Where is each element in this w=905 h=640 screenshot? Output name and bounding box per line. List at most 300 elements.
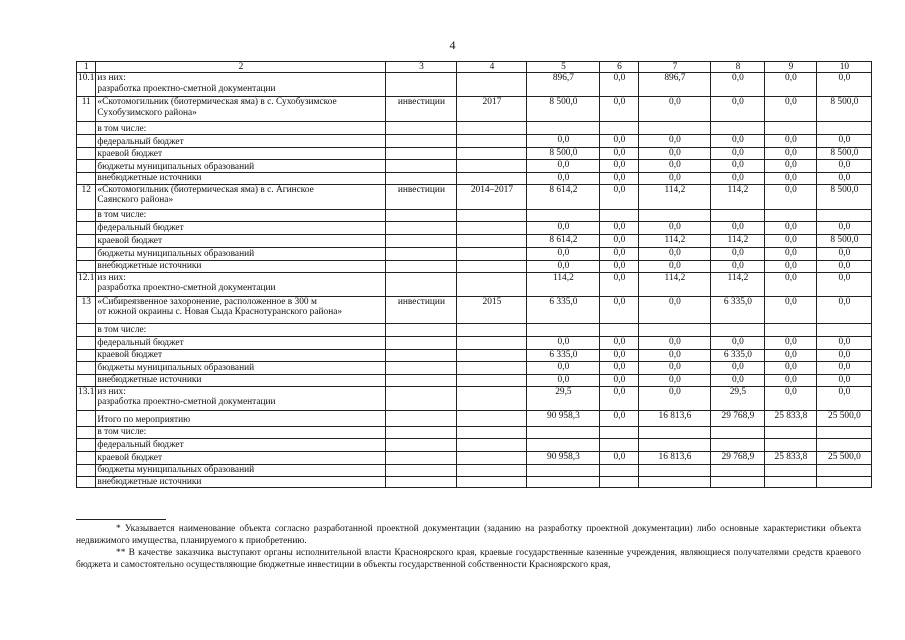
- value-cell: инвестиции: [386, 184, 457, 209]
- value-cell: инвестиции: [386, 296, 457, 323]
- header-cell: 10: [817, 62, 872, 73]
- table-row: [77, 135, 872, 148]
- table-row: [77, 234, 872, 247]
- value-cell: [600, 122, 639, 135]
- value-cell: 0,0: [600, 73, 639, 97]
- row-description: [96, 426, 386, 438]
- value-cell: [386, 476, 457, 487]
- value-cell: 0,0: [711, 73, 765, 97]
- value-cell: 25 500,0: [817, 451, 872, 464]
- value-cell: 0,0: [600, 451, 639, 464]
- table-row: [77, 361, 872, 374]
- value-cell: [817, 476, 872, 487]
- budget-table: [76, 61, 872, 488]
- value-cell: [386, 148, 457, 160]
- value-cell: [386, 173, 457, 184]
- value-cell: 8 500,0: [817, 184, 872, 209]
- value-cell: [386, 464, 457, 476]
- description-line: федеральный бюджет: [97, 223, 184, 234]
- value-cell: 114,2: [639, 184, 711, 209]
- row-description: [96, 451, 386, 464]
- table-row: [77, 451, 872, 464]
- row-number: 13: [77, 296, 96, 323]
- value-cell: 0,0: [765, 148, 817, 160]
- row-description: [96, 410, 386, 426]
- header-cell: 8: [711, 62, 765, 73]
- value-cell: 0,0: [817, 135, 872, 148]
- value-cell: [457, 323, 527, 336]
- value-cell: 0,0: [817, 221, 872, 234]
- value-cell: [711, 476, 765, 487]
- value-cell: 0,0: [527, 336, 600, 349]
- value-cell: [527, 323, 600, 336]
- value-cell: [817, 426, 872, 438]
- value-cell: [711, 122, 765, 135]
- value-cell: [639, 438, 711, 451]
- value-cell: 8 614,2: [527, 184, 600, 209]
- value-cell: 0,0: [711, 361, 765, 374]
- row-description: [96, 209, 386, 221]
- value-cell: [457, 426, 527, 438]
- footnotes: [76, 519, 861, 571]
- value-cell: 0,0: [600, 296, 639, 323]
- description-line: краевой бюджет: [97, 149, 163, 159]
- value-cell: 0,0: [639, 173, 711, 184]
- value-cell: 8 500,0: [527, 148, 600, 160]
- value-cell: 0,0: [600, 234, 639, 247]
- header-cell: 3: [386, 62, 457, 73]
- value-cell: 0,0: [817, 361, 872, 374]
- description-line: внебюджетные источники: [97, 375, 202, 386]
- value-cell: 0,0: [765, 221, 817, 234]
- row-description: [96, 73, 386, 97]
- value-cell: [457, 386, 527, 410]
- value-cell: 0,0: [527, 374, 600, 386]
- description-line: внебюджетные источники: [97, 261, 202, 272]
- value-cell: 2017: [457, 97, 527, 122]
- row-description: [96, 247, 386, 260]
- value-cell: 0,0: [817, 247, 872, 260]
- value-cell: 0,0: [639, 97, 711, 122]
- row-number: [77, 247, 96, 260]
- row-number: [77, 135, 96, 148]
- row-description: [96, 323, 386, 336]
- value-cell: 0,0: [527, 173, 600, 184]
- value-cell: [457, 476, 527, 487]
- value-cell: [639, 209, 711, 221]
- value-cell: 6 335,0: [711, 296, 765, 323]
- row-number: [77, 374, 96, 386]
- row-number: 13.1: [77, 386, 96, 410]
- row-number: [77, 209, 96, 221]
- value-cell: 0,0: [600, 135, 639, 148]
- row-description: [96, 148, 386, 160]
- value-cell: [457, 148, 527, 160]
- row-number: [77, 464, 96, 476]
- description-line: Итого по мероприятию: [97, 415, 191, 426]
- value-cell: 0,0: [817, 386, 872, 410]
- row-description: [96, 464, 386, 476]
- value-cell: 0,0: [817, 374, 872, 386]
- value-cell: [457, 209, 527, 221]
- value-cell: [527, 476, 600, 487]
- value-cell: 0,0: [600, 410, 639, 426]
- value-cell: [386, 438, 457, 451]
- row-number: [77, 361, 96, 374]
- value-cell: 0,0: [711, 160, 765, 173]
- value-cell: [711, 438, 765, 451]
- value-cell: 0,0: [765, 73, 817, 97]
- value-cell: 0,0: [765, 272, 817, 296]
- table-row: [77, 221, 872, 234]
- value-cell: 0,0: [765, 260, 817, 272]
- value-cell: 0,0: [639, 221, 711, 234]
- value-cell: 0,0: [639, 148, 711, 160]
- value-cell: [600, 323, 639, 336]
- row-number: [77, 323, 96, 336]
- value-cell: [386, 221, 457, 234]
- value-cell: [765, 209, 817, 221]
- value-cell: 16 813,6: [639, 410, 711, 426]
- value-cell: 0,0: [765, 361, 817, 374]
- value-cell: 0,0: [600, 349, 639, 361]
- value-cell: 0,0: [765, 336, 817, 349]
- value-cell: [457, 410, 527, 426]
- value-cell: [765, 464, 817, 476]
- value-cell: 114,2: [711, 272, 765, 296]
- value-cell: 6 335,0: [711, 349, 765, 361]
- value-cell: 8 500,0: [527, 97, 600, 122]
- description-line: «Скотомогильник (биотермическая яма) в с. Сухобузимское: [97, 97, 337, 108]
- value-cell: [817, 438, 872, 451]
- value-cell: 0,0: [765, 97, 817, 122]
- row-description: [96, 296, 386, 323]
- value-cell: 0,0: [600, 184, 639, 209]
- value-cell: 0,0: [600, 221, 639, 234]
- table-row: [77, 336, 872, 349]
- value-cell: 0,0: [765, 184, 817, 209]
- value-cell: 0,0: [765, 386, 817, 410]
- value-cell: 114,2: [711, 234, 765, 247]
- value-cell: 0,0: [527, 160, 600, 173]
- value-cell: [386, 386, 457, 410]
- description-line: федеральный бюджет: [97, 440, 184, 451]
- value-cell: 114,2: [711, 184, 765, 209]
- page-number: 4: [449, 38, 456, 52]
- description-line: Сухобузимского района»: [97, 107, 197, 118]
- value-cell: [817, 323, 872, 336]
- header-cell: 5: [527, 62, 600, 73]
- value-cell: [457, 221, 527, 234]
- value-cell: 0,0: [639, 349, 711, 361]
- value-cell: [457, 247, 527, 260]
- value-cell: 0,0: [527, 260, 600, 272]
- table-row: [77, 97, 872, 122]
- description-line: краевой бюджет: [97, 453, 163, 464]
- value-cell: 25 833,8: [765, 410, 817, 426]
- table-row: [77, 323, 872, 336]
- description-line: «Скотомогильник (биотермическая яма) в с. Агинское: [97, 184, 314, 195]
- row-number: [77, 349, 96, 361]
- value-cell: [817, 122, 872, 135]
- table-row: [77, 173, 872, 184]
- description-line: в том числе:: [97, 210, 147, 221]
- value-cell: 0,0: [765, 296, 817, 323]
- description-line: бюджеты муниципальных образований: [97, 363, 255, 374]
- value-cell: [386, 374, 457, 386]
- table-row: [77, 73, 872, 97]
- value-cell: 0,0: [711, 336, 765, 349]
- description-line: из них:: [97, 386, 126, 397]
- row-number: [77, 438, 96, 451]
- value-cell: [457, 260, 527, 272]
- value-cell: [711, 426, 765, 438]
- table-row: [77, 272, 872, 296]
- header-cell: 9: [765, 62, 817, 73]
- value-cell: 0,0: [711, 247, 765, 260]
- value-cell: 0,0: [600, 272, 639, 296]
- value-cell: 0,0: [817, 73, 872, 97]
- value-cell: 896,7: [639, 73, 711, 97]
- value-cell: 0,0: [639, 247, 711, 260]
- value-cell: 29,5: [711, 386, 765, 410]
- value-cell: [457, 160, 527, 173]
- row-number: [77, 451, 96, 464]
- table-row: [77, 247, 872, 260]
- table-row: [77, 184, 872, 209]
- description-line: «Сибиреязвенное захоронение, расположенное в 300 м: [97, 296, 317, 307]
- value-cell: [817, 464, 872, 476]
- row-description: [96, 221, 386, 234]
- row-description: [96, 97, 386, 122]
- value-cell: [386, 73, 457, 97]
- value-cell: [457, 438, 527, 451]
- row-description: [96, 173, 386, 184]
- value-cell: 0,0: [765, 135, 817, 148]
- value-cell: [639, 122, 711, 135]
- value-cell: 0,0: [817, 272, 872, 296]
- value-cell: [527, 438, 600, 451]
- value-cell: 0,0: [711, 148, 765, 160]
- value-cell: [600, 209, 639, 221]
- value-cell: [457, 451, 527, 464]
- table-row: [77, 438, 872, 451]
- value-cell: [386, 323, 457, 336]
- description-line: разработка проектно-сметной документации: [97, 397, 276, 408]
- description-line: в том числе:: [97, 427, 147, 438]
- row-number: [77, 476, 96, 487]
- header-cell: 6: [600, 62, 639, 73]
- value-cell: 8 614,2: [527, 234, 600, 247]
- value-cell: [639, 476, 711, 487]
- value-cell: [457, 349, 527, 361]
- description-line: бюджеты муниципальных образований: [97, 249, 255, 260]
- footnote-1: * Указывается наименование объекта согласно разработанной проектной документации (заданию на разработку проектной документации) либо основные характеристики объекта недвижимого имущества, планируемого к приобретению.: [76, 524, 861, 546]
- value-cell: 0,0: [711, 221, 765, 234]
- table-row: [77, 386, 872, 410]
- header-cell: 1: [77, 62, 96, 73]
- value-cell: [711, 209, 765, 221]
- value-cell: 8 500,0: [817, 234, 872, 247]
- value-cell: [711, 323, 765, 336]
- value-cell: 0,0: [600, 374, 639, 386]
- footnote-divider: [76, 519, 166, 520]
- table-row: [77, 209, 872, 221]
- description-line: краевой бюджет: [97, 236, 163, 247]
- value-cell: 0,0: [765, 374, 817, 386]
- description-line: разработка проектно-сметной документации: [97, 283, 276, 294]
- value-cell: 0,0: [765, 234, 817, 247]
- row-number: 12: [77, 184, 96, 209]
- value-cell: [600, 476, 639, 487]
- description-line: из них:: [97, 73, 126, 84]
- value-cell: 0,0: [639, 135, 711, 148]
- value-cell: [457, 135, 527, 148]
- description-line: федеральный бюджет: [97, 137, 184, 147]
- row-description: [96, 438, 386, 451]
- row-description: [96, 184, 386, 209]
- value-cell: 0,0: [639, 260, 711, 272]
- row-description: [96, 122, 386, 135]
- value-cell: 8 500,0: [817, 97, 872, 122]
- value-cell: 0,0: [711, 173, 765, 184]
- row-number: [77, 122, 96, 135]
- description-line: в том числе:: [97, 124, 147, 134]
- value-cell: 0,0: [817, 349, 872, 361]
- value-cell: [457, 122, 527, 135]
- row-description: [96, 160, 386, 173]
- value-cell: 0,0: [600, 97, 639, 122]
- row-description: [96, 336, 386, 349]
- value-cell: 0,0: [600, 148, 639, 160]
- value-cell: 114,2: [527, 272, 600, 296]
- value-cell: [457, 272, 527, 296]
- value-cell: 0,0: [600, 247, 639, 260]
- row-number: [77, 173, 96, 184]
- table-row: [77, 476, 872, 487]
- value-cell: 25 833,8: [765, 451, 817, 464]
- value-cell: 6 335,0: [527, 296, 600, 323]
- row-number: 12.1: [77, 272, 96, 296]
- value-cell: 0,0: [527, 135, 600, 148]
- table-row: [77, 426, 872, 438]
- row-description: [96, 361, 386, 374]
- value-cell: [527, 122, 600, 135]
- row-number: [77, 234, 96, 247]
- value-cell: [386, 160, 457, 173]
- value-cell: [386, 336, 457, 349]
- row-description: [96, 374, 386, 386]
- value-cell: [457, 361, 527, 374]
- value-cell: 0,0: [527, 221, 600, 234]
- row-number: [77, 148, 96, 160]
- value-cell: 2014–2017: [457, 184, 527, 209]
- value-cell: [457, 374, 527, 386]
- value-cell: [765, 426, 817, 438]
- value-cell: 0,0: [765, 173, 817, 184]
- value-cell: 0,0: [527, 247, 600, 260]
- value-cell: 0,0: [639, 386, 711, 410]
- value-cell: 25 500,0: [817, 410, 872, 426]
- value-cell: 0,0: [600, 260, 639, 272]
- value-cell: [386, 122, 457, 135]
- value-cell: [639, 323, 711, 336]
- header-cell: 4: [457, 62, 527, 73]
- value-cell: 0,0: [711, 97, 765, 122]
- value-cell: 16 813,6: [639, 451, 711, 464]
- value-cell: 0,0: [600, 336, 639, 349]
- description-line: Саянского района»: [97, 195, 174, 206]
- value-cell: 90 958,3: [527, 451, 600, 464]
- row-number: [77, 336, 96, 349]
- value-cell: инвестиции: [386, 97, 457, 122]
- value-cell: 0,0: [711, 374, 765, 386]
- description-line: бюджеты муниципальных образований: [97, 465, 255, 476]
- value-cell: 2015: [457, 296, 527, 323]
- value-cell: 29,5: [527, 386, 600, 410]
- row-number: 11: [77, 97, 96, 122]
- value-cell: 29 768,9: [711, 410, 765, 426]
- value-cell: [386, 260, 457, 272]
- value-cell: [386, 209, 457, 221]
- row-number: [77, 160, 96, 173]
- table-row: [77, 148, 872, 160]
- value-cell: [765, 438, 817, 451]
- value-cell: [639, 426, 711, 438]
- value-cell: 0,0: [817, 173, 872, 184]
- value-cell: [386, 410, 457, 426]
- value-cell: [527, 209, 600, 221]
- value-cell: 114,2: [639, 272, 711, 296]
- value-cell: 0,0: [817, 296, 872, 323]
- description-line: федеральный бюджет: [97, 338, 184, 349]
- value-cell: 0,0: [765, 247, 817, 260]
- header-cell: 7: [639, 62, 711, 73]
- value-cell: [386, 234, 457, 247]
- row-description: [96, 135, 386, 148]
- row-number: [77, 260, 96, 272]
- value-cell: 0,0: [817, 260, 872, 272]
- description-line: бюджеты муниципальных образований: [97, 162, 255, 172]
- value-cell: 0,0: [639, 361, 711, 374]
- row-number: 10.1: [77, 73, 96, 97]
- value-cell: [817, 209, 872, 221]
- row-number: [77, 410, 96, 426]
- value-cell: 0,0: [765, 160, 817, 173]
- table-row: [77, 410, 872, 426]
- header-cell: 2: [96, 62, 386, 73]
- value-cell: [600, 464, 639, 476]
- value-cell: 0,0: [639, 296, 711, 323]
- table-header-row: [77, 62, 872, 73]
- value-cell: 0,0: [527, 361, 600, 374]
- value-cell: [386, 247, 457, 260]
- value-cell: [711, 464, 765, 476]
- value-cell: 0,0: [711, 135, 765, 148]
- value-cell: 0,0: [600, 160, 639, 173]
- value-cell: [386, 349, 457, 361]
- row-description: [96, 476, 386, 487]
- description-line: в том числе:: [97, 325, 147, 336]
- description-line: внебюджетные источники: [97, 476, 202, 487]
- description-line: из них:: [97, 272, 126, 283]
- value-cell: [765, 122, 817, 135]
- table-row: [77, 296, 872, 323]
- row-number: [77, 426, 96, 438]
- value-cell: [457, 173, 527, 184]
- value-cell: [765, 323, 817, 336]
- row-description: [96, 272, 386, 296]
